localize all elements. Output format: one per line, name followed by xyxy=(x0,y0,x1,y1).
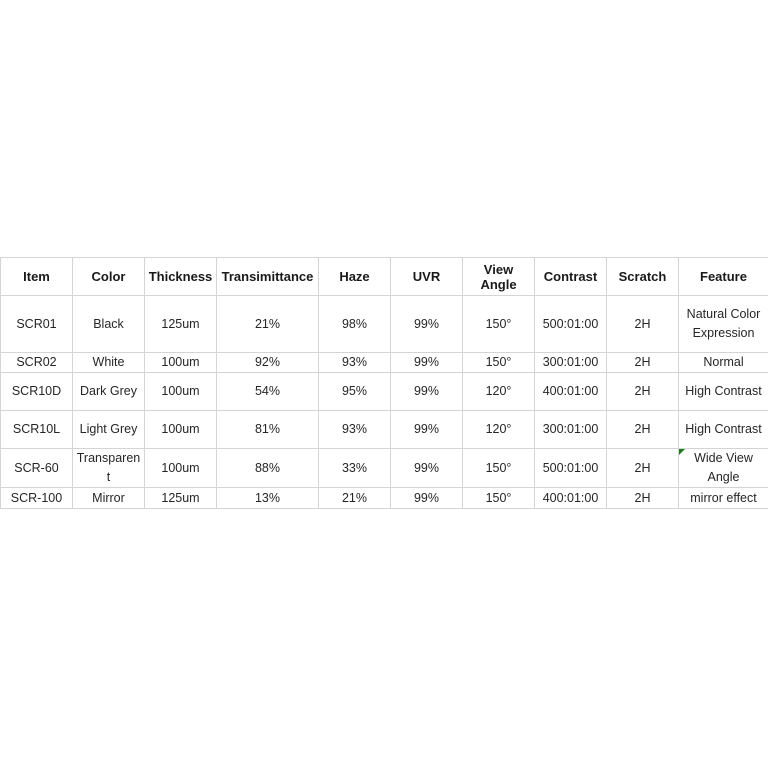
cell-color[interactable]: Black xyxy=(73,296,145,353)
cell-item[interactable]: SCR10L xyxy=(1,411,73,449)
cell-color-text: Transparent xyxy=(76,451,141,484)
cell-uvr[interactable]: 99% xyxy=(391,449,463,488)
cell-contrast[interactable]: 300:01:00 xyxy=(535,353,607,373)
cell-uvr[interactable]: 99% xyxy=(391,353,463,373)
cell-thickness[interactable]: 125um xyxy=(145,296,217,353)
cell-view-angle[interactable]: 150° xyxy=(463,353,535,373)
cell-haze[interactable]: 21% xyxy=(319,488,391,509)
cell-haze[interactable]: 93% xyxy=(319,411,391,449)
cell-feature-text: Wide View Angle xyxy=(694,451,753,484)
table-row xyxy=(1,449,768,488)
table-row xyxy=(1,373,768,411)
cell-feature[interactable] xyxy=(679,449,768,488)
cell-haze[interactable]: 93% xyxy=(319,353,391,373)
cell-haze[interactable]: 95% xyxy=(319,373,391,411)
cell-uvr[interactable]: 99% xyxy=(391,411,463,449)
comment-indicator-icon[interactable] xyxy=(679,449,685,455)
cell-item[interactable]: SCR-100 xyxy=(1,488,73,509)
cell-feature[interactable]: High Contrast xyxy=(679,411,768,449)
cell-contrast[interactable]: 500:01:00 xyxy=(535,296,607,353)
cell-scratch[interactable]: 2H xyxy=(607,411,679,449)
product-spec-table xyxy=(0,257,768,509)
table-row xyxy=(1,353,768,373)
header-row xyxy=(1,258,768,296)
cell-transimittance[interactable]: 21% xyxy=(217,296,319,353)
spreadsheet-area xyxy=(0,257,768,509)
cell-transimittance[interactable]: 88% xyxy=(217,449,319,488)
cell-thickness[interactable]: 100um xyxy=(145,411,217,449)
cell-thickness[interactable]: 100um xyxy=(145,449,217,488)
cell-item[interactable]: SCR10D xyxy=(1,373,73,411)
header-transimittance[interactable]: Transimittance xyxy=(217,258,319,296)
header-thickness[interactable]: Thickness xyxy=(145,258,217,296)
table-row xyxy=(1,488,768,509)
header-color[interactable]: Color xyxy=(73,258,145,296)
cell-color[interactable]: White xyxy=(73,353,145,373)
cell-transimittance[interactable]: 54% xyxy=(217,373,319,411)
header-contrast[interactable]: Contrast xyxy=(535,258,607,296)
cell-contrast[interactable]: 400:01:00 xyxy=(535,373,607,411)
cell-haze[interactable]: 33% xyxy=(319,449,391,488)
cell-thickness[interactable]: 100um xyxy=(145,353,217,373)
cell-scratch[interactable]: 2H xyxy=(607,296,679,353)
cell-scratch[interactable]: 2H xyxy=(607,449,679,488)
table-row xyxy=(1,296,768,353)
cell-transimittance[interactable]: 13% xyxy=(217,488,319,509)
cell-uvr[interactable]: 99% xyxy=(391,488,463,509)
cell-view-angle[interactable]: 120° xyxy=(463,411,535,449)
cell-item[interactable]: SCR02 xyxy=(1,353,73,373)
cell-contrast[interactable]: 500:01:00 xyxy=(535,449,607,488)
cell-uvr[interactable]: 99% xyxy=(391,373,463,411)
cell-color[interactable]: Mirror xyxy=(73,488,145,509)
cell-color[interactable]: Dark Grey xyxy=(73,373,145,411)
cell-color[interactable]: Light Grey xyxy=(73,411,145,449)
cell-uvr[interactable]: 99% xyxy=(391,296,463,353)
cell-feature[interactable]: mirror effect xyxy=(679,488,768,509)
cell-view-angle[interactable]: 150° xyxy=(463,296,535,353)
cell-contrast[interactable]: 300:01:00 xyxy=(535,411,607,449)
header-view-angle[interactable]: View Angle xyxy=(463,258,535,296)
cell-item[interactable]: SCR-60 xyxy=(1,449,73,488)
cell-feature[interactable]: Natural Color Expression xyxy=(679,296,768,353)
header-uvr[interactable]: UVR xyxy=(391,258,463,296)
cell-view-angle[interactable]: 120° xyxy=(463,373,535,411)
cell-item[interactable]: SCR01 xyxy=(1,296,73,353)
header-haze[interactable]: Haze xyxy=(319,258,391,296)
header-scratch[interactable]: Scratch xyxy=(607,258,679,296)
cell-feature[interactable]: Normal xyxy=(679,353,768,373)
cell-transimittance[interactable]: 81% xyxy=(217,411,319,449)
cell-scratch[interactable]: 2H xyxy=(607,488,679,509)
cell-contrast[interactable]: 400:01:00 xyxy=(535,488,607,509)
cell-thickness[interactable]: 100um xyxy=(145,373,217,411)
cell-scratch[interactable]: 2H xyxy=(607,353,679,373)
cell-scratch[interactable]: 2H xyxy=(607,373,679,411)
cell-feature[interactable]: High Contrast xyxy=(679,373,768,411)
table-row xyxy=(1,411,768,449)
cell-view-angle[interactable]: 150° xyxy=(463,488,535,509)
cell-transimittance[interactable]: 92% xyxy=(217,353,319,373)
cell-haze[interactable]: 98% xyxy=(319,296,391,353)
header-item[interactable]: Item xyxy=(1,258,73,296)
cell-view-angle[interactable]: 150° xyxy=(463,449,535,488)
cell-thickness[interactable]: 125um xyxy=(145,488,217,509)
header-feature[interactable]: Feature xyxy=(679,258,768,296)
cell-color[interactable] xyxy=(73,449,145,488)
